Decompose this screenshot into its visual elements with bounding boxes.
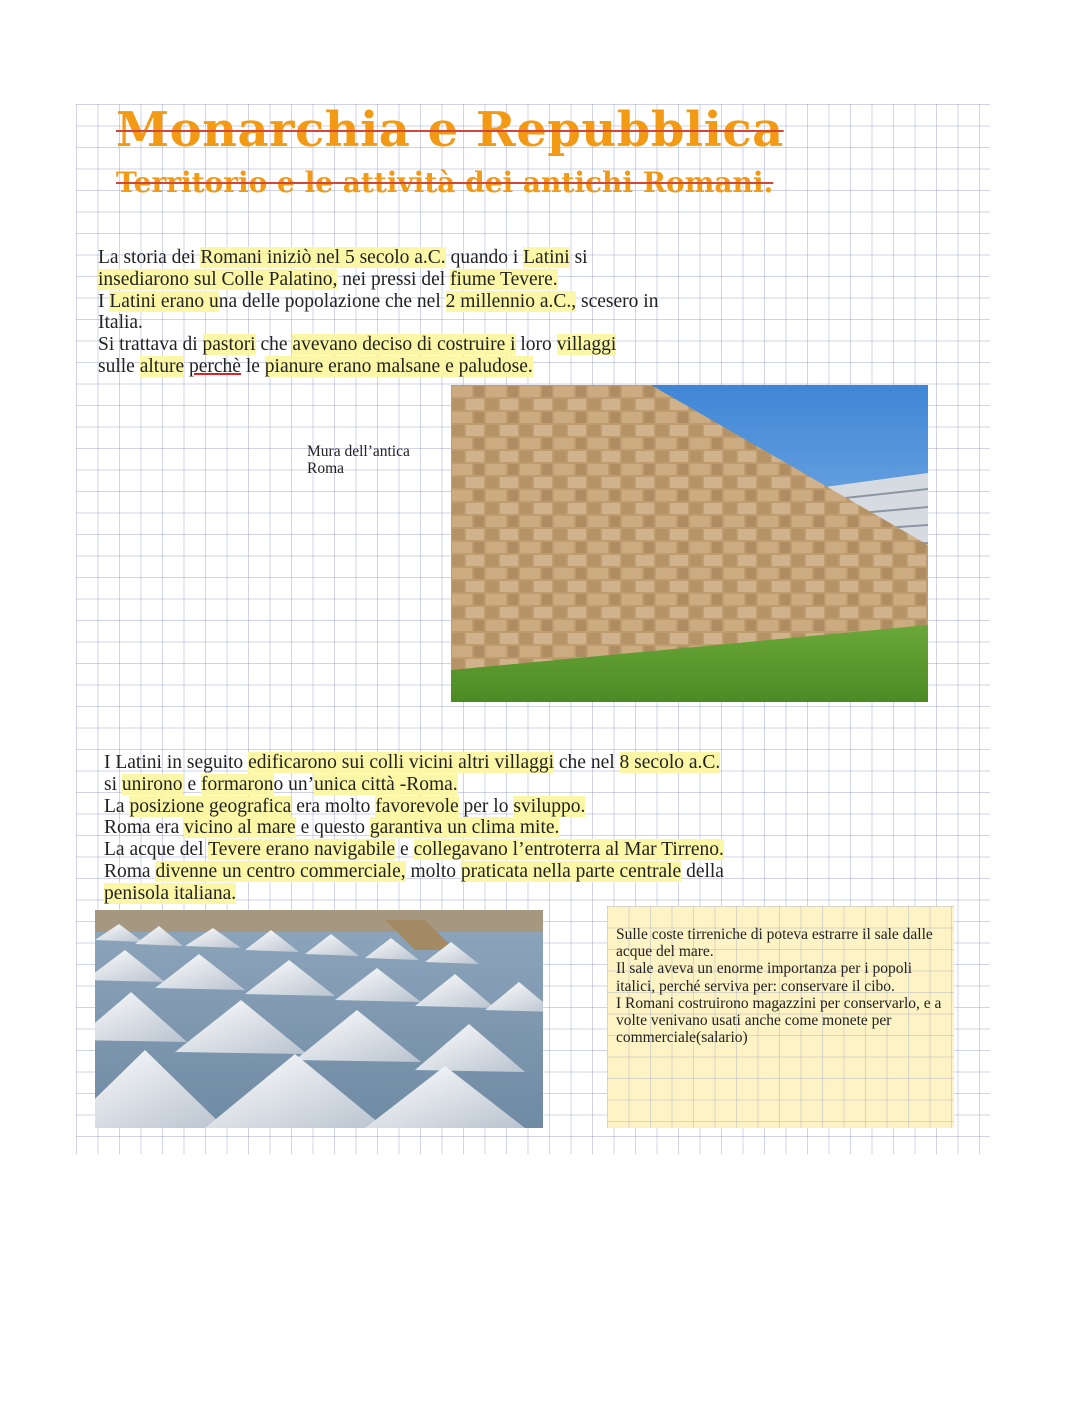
text-run: I bbox=[98, 290, 110, 312]
text-line bbox=[104, 883, 724, 905]
text-run: I Latini in seguito bbox=[104, 752, 249, 773]
highlighted-text: penisola italiana. bbox=[104, 882, 237, 904]
text-run: scesero in bbox=[576, 290, 659, 312]
note-line: Sulle coste tirreniche di poteva estrarre il sale dalle acque del mare. bbox=[616, 926, 933, 961]
highlighted-text: alture bbox=[139, 355, 185, 377]
text-line bbox=[104, 817, 724, 839]
highlighted-text: Latini erano u bbox=[109, 290, 219, 312]
text-line bbox=[98, 356, 658, 378]
text-line bbox=[98, 269, 658, 291]
page-subtitle: Territorio e le attività dei antichi Romani. bbox=[116, 166, 774, 199]
text-run: per lo bbox=[458, 795, 514, 817]
paragraph-origins bbox=[98, 247, 658, 378]
text-line bbox=[104, 796, 724, 818]
text-run: loro bbox=[515, 334, 557, 356]
highlighted-text: garantiva un clima mite. bbox=[369, 817, 560, 839]
note-line: I Romani costruirono magazzini per conservarlo, e a volte venivano usati anche come monete per commerciale(salario) bbox=[616, 994, 942, 1047]
text-run: molto bbox=[405, 860, 461, 882]
highlighted-text: unica città -Roma. bbox=[314, 773, 458, 795]
text-run: della bbox=[681, 860, 724, 882]
underlined-text: perchè bbox=[188, 355, 241, 377]
text-line bbox=[104, 839, 724, 861]
text-run: e questo bbox=[295, 817, 370, 839]
highlighted-text: insediarono sul Colle Palatino, bbox=[98, 268, 338, 290]
highlighted-text: favorevole bbox=[375, 795, 459, 817]
ancient-walls-photo bbox=[451, 385, 928, 702]
highlighted-text: Romani iniziò nel 5 secolo a.C. bbox=[200, 247, 446, 268]
text-run: quando i bbox=[445, 247, 524, 268]
text-run: La bbox=[104, 795, 130, 817]
highlighted-text: edificarono sui colli vicini altri villaggi bbox=[248, 752, 555, 773]
paragraph-rome-founding bbox=[104, 752, 724, 905]
text-run: che nel bbox=[554, 752, 620, 773]
highlighted-text: vicino al mare bbox=[184, 817, 296, 839]
highlighted-text: unirono bbox=[121, 773, 183, 795]
text-run: Si trattava di bbox=[98, 334, 203, 356]
text-run: sulle bbox=[98, 355, 140, 377]
text-run: na delle popolazione che nel bbox=[218, 290, 446, 312]
text-run: era molto bbox=[291, 795, 376, 817]
highlighted-text: divenne un centro commerciale, bbox=[155, 860, 406, 882]
text-run: o un’ bbox=[273, 773, 315, 795]
text-run: si bbox=[104, 773, 122, 795]
text-line bbox=[98, 291, 658, 313]
text-run: e bbox=[182, 773, 201, 795]
text-run: La acque del bbox=[104, 839, 209, 861]
highlighted-text: formaron bbox=[200, 773, 274, 795]
text-line bbox=[98, 312, 658, 334]
highlighted-text: praticata nella parte centrale bbox=[460, 860, 682, 882]
text-line bbox=[104, 861, 724, 883]
highlighted-text: pianure erano malsane e paludose. bbox=[264, 355, 533, 377]
highlighted-text: posizione geografica bbox=[129, 795, 292, 817]
highlighted-text: collegavano l’entroterra al Mar Tirreno. bbox=[413, 839, 724, 861]
note-line: Il sale aveva un enorme importanza per i popoli italici, perché serviva per: conservare il cibo. bbox=[616, 960, 913, 995]
text-run: e bbox=[395, 839, 414, 861]
salt-flats-photo bbox=[95, 910, 543, 1128]
text-run: che bbox=[255, 334, 293, 356]
text-run: Italia. bbox=[98, 312, 143, 334]
page-title: Monarchia e Repubblica bbox=[116, 102, 784, 158]
text-run: le bbox=[240, 355, 265, 377]
text-run: La storia dei bbox=[98, 247, 201, 268]
text-line bbox=[98, 334, 658, 356]
highlighted-text: Tevere erano navigabile bbox=[208, 839, 396, 861]
highlighted-text: pastori bbox=[202, 334, 256, 356]
text-run: si bbox=[569, 247, 588, 268]
highlighted-text: villaggi bbox=[556, 334, 617, 356]
text-run: Roma bbox=[104, 860, 156, 882]
ancient-walls-image bbox=[451, 385, 928, 702]
highlighted-text: avevano deciso di costruire i bbox=[292, 334, 516, 356]
text-line bbox=[104, 774, 724, 796]
text-run: nei pressi del bbox=[337, 268, 451, 290]
salt-note bbox=[607, 906, 954, 1128]
text-line bbox=[98, 247, 658, 269]
text-line bbox=[104, 752, 724, 774]
salt-piles-image bbox=[95, 910, 543, 1128]
highlighted-text: Latini bbox=[523, 247, 570, 268]
highlighted-text: sviluppo. bbox=[513, 795, 586, 817]
highlighted-text: 8 secolo a.C. bbox=[619, 752, 721, 773]
highlighted-text: 2 millennio a.C., bbox=[445, 290, 577, 312]
highlighted-text: fiume Tevere. bbox=[450, 268, 558, 290]
image-caption: Mura dell’antica Roma bbox=[307, 443, 410, 477]
text-run: Roma era bbox=[104, 817, 185, 839]
